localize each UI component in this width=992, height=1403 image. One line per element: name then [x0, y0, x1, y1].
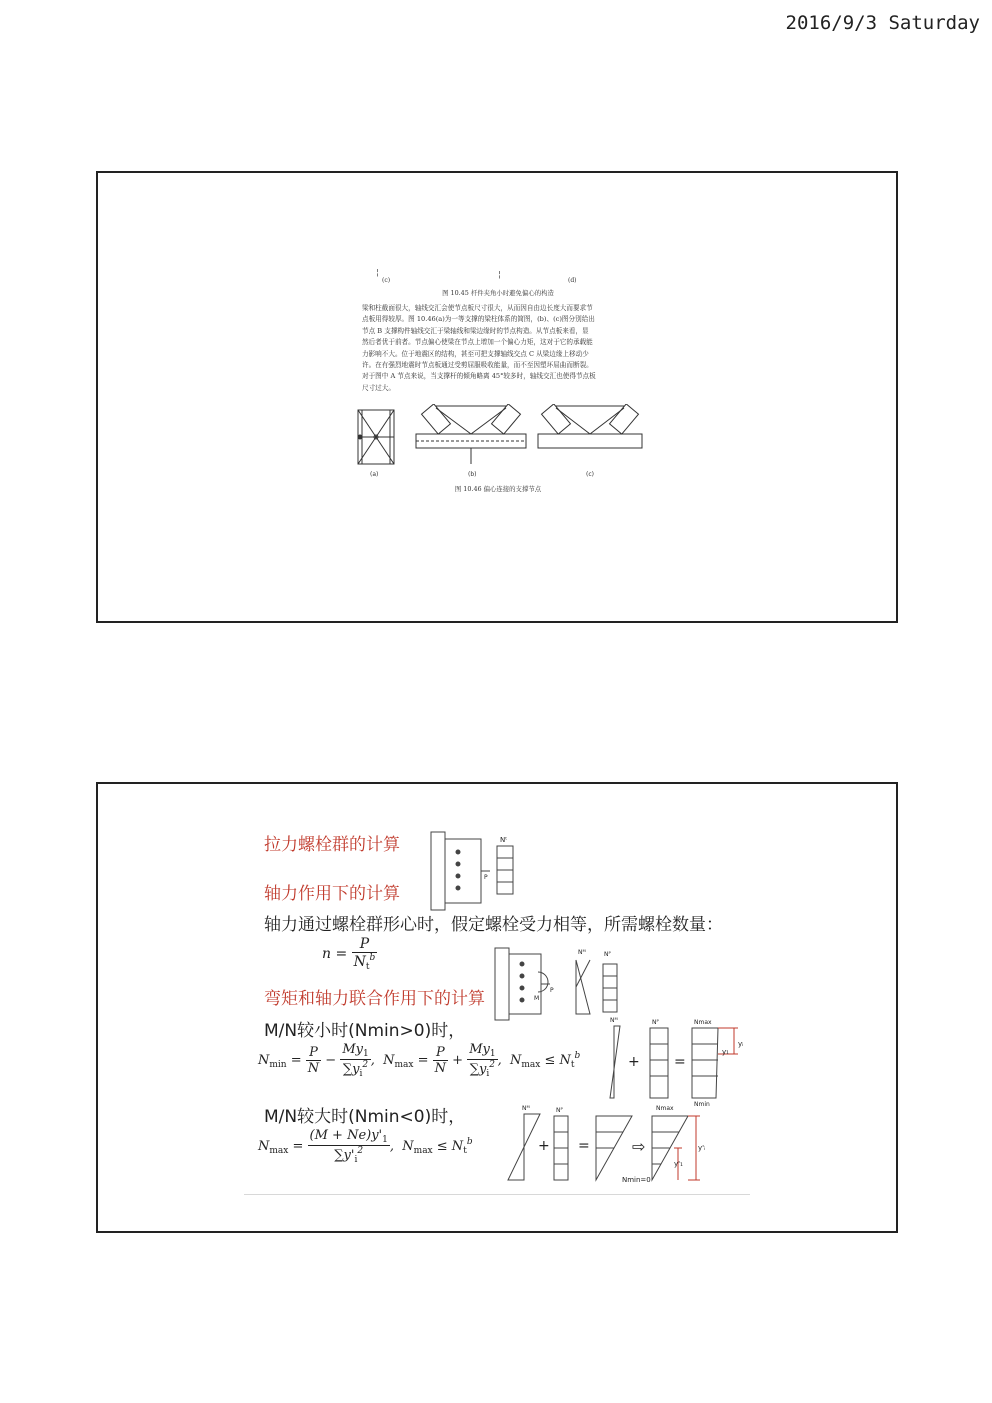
fig-sub-label-a: (a) [370, 471, 379, 479]
bolt-force-diagrams [98, 784, 896, 1231]
body-paragraph [348, 303, 648, 394]
label-n-top: Nᵗ [500, 836, 508, 844]
label-nmax-1: Nmax [694, 1019, 712, 1026]
moment-bolt-diagram [495, 948, 617, 1020]
heading-axial-force: 轴力作用下的计算 [264, 884, 400, 904]
label-nm-mid: Nᴹ [578, 949, 586, 956]
formula-bolt-count: n = $\frac{P}{N_t^b}$ [322, 936, 376, 972]
arrow-icon: ⇨ [632, 1137, 646, 1156]
label-p-top: P [484, 874, 488, 881]
heading-tension-bolt-group: 拉力螺栓群的计算 [264, 835, 400, 855]
paragraph-line: 许。在有强烈地震时节点板通过受剪屈服吸收能量，而不至因塑坏屈曲而断裂。 [362, 361, 593, 370]
paragraph-line: 梁和柱截面很大，轴线交汇会使节点板尺寸很大，从而因自由边长度大而要求节 [362, 304, 593, 312]
heading-moment-and-axial: 弯矩和轴力联合作用下的计算 [264, 989, 485, 1009]
plus-sign-1: + [628, 1054, 640, 1070]
figure-caption-10-45: 图 10.45 杆件夹角小时避免偏心的构造 [442, 289, 554, 297]
sub-label-c: (c) [382, 277, 391, 284]
plus-sign-2: + [538, 1138, 550, 1154]
fig-sub-label-c: (c) [586, 471, 594, 479]
formula-large-eccentricity: $N_{max}$ = $\frac{(M + Ne)y'_1}{\sum y'_i^2}$ , $N_{max} \le N_t^b$ [258, 1128, 473, 1165]
label-nm-1: Nᴹ [610, 1017, 618, 1024]
sub-label-d: (d) [568, 277, 577, 284]
label-nmin-zero: Nmin=0 [622, 1176, 651, 1184]
label-yi-1: yᵢ [738, 1040, 744, 1048]
label-yi-prime: y'ᵢ [698, 1144, 706, 1152]
bracing-joint-drawing [348, 404, 648, 482]
paragraph-line: 力影响不大。位于地震区的结构，甚至可把支撑轴线交点 C 从梁边缘上移动少 [362, 349, 589, 358]
paragraph-line: 节点 B 支撑构件轴线交汇于梁轴线和梁边缘时的节点构造。从节点板来看，显 [362, 326, 589, 335]
paragraph-line: 点板用得较厚。图 10.46(a)为一等支撑的梁柱体系的简图，(b)、(c)图分别给出 [362, 315, 595, 324]
figure-10-46 [348, 404, 648, 482]
equals-sign-2: = [578, 1138, 590, 1154]
paragraph-line: 尺寸过大。 [362, 383, 395, 392]
case-small-eccentricity: M/N较小时(Nmin>0)时， [264, 1021, 466, 1041]
label-m: M [534, 995, 540, 1002]
label-np-2: Nᴾ [556, 1107, 563, 1114]
axial-force-statement: 轴力通过螺栓群形心时，假定螺栓受力相等，所需螺栓数量： [264, 915, 723, 935]
figure-caption-10-46: 图 10.46 偏心连接的支撑节点 [454, 485, 542, 494]
label-p-mid: P [550, 987, 554, 994]
label-y1-1: y₁ [722, 1048, 729, 1056]
equals-sign-1: = [674, 1054, 686, 1070]
slide-2 [96, 782, 898, 1233]
label-np-1: Nᴾ [652, 1019, 659, 1026]
slide-1 [96, 171, 898, 623]
figure-10-45-sub-labels: ¦ (c) ¦ (d) [376, 268, 577, 284]
paragraph-line: 对于图中 A 节点来说，当支撑杆的倾角略离 45°较多时，轴线交汇也使得节点板 [362, 372, 596, 381]
superposition-large [508, 1114, 700, 1180]
page-date: 2016/9/3 Saturday [785, 12, 980, 34]
paragraph-line: 然后者优于前者。节点偏心使梁在节点上增加一个偏心力矩，这对于它的承载能 [362, 338, 593, 347]
slide-divider [244, 1194, 750, 1195]
fig-sub-label-b: (b) [468, 471, 477, 479]
scanned-book-page [348, 268, 648, 493]
label-y1-prime: y'₁ [674, 1160, 683, 1168]
case-large-eccentricity: M/N较大时(Nmin<0)时， [264, 1107, 466, 1127]
label-np-mid: Nᴾ [604, 951, 611, 958]
label-nmin-1: Nmin [694, 1101, 710, 1108]
label-nmax-2: Nmax [656, 1105, 674, 1112]
formula-small-eccentricity: $N_{min}$ = $\frac{P}{N}$ − $\frac{My_1}{\sum y_i^2}$ , $N_{max}$ = $\frac{P}{N}$ + $\frac{My_1}{\sum y_i^2}$ , $N_{max} \le N_t^b$ [258, 1042, 581, 1079]
label-nm-2: Nᴹ [522, 1105, 530, 1112]
